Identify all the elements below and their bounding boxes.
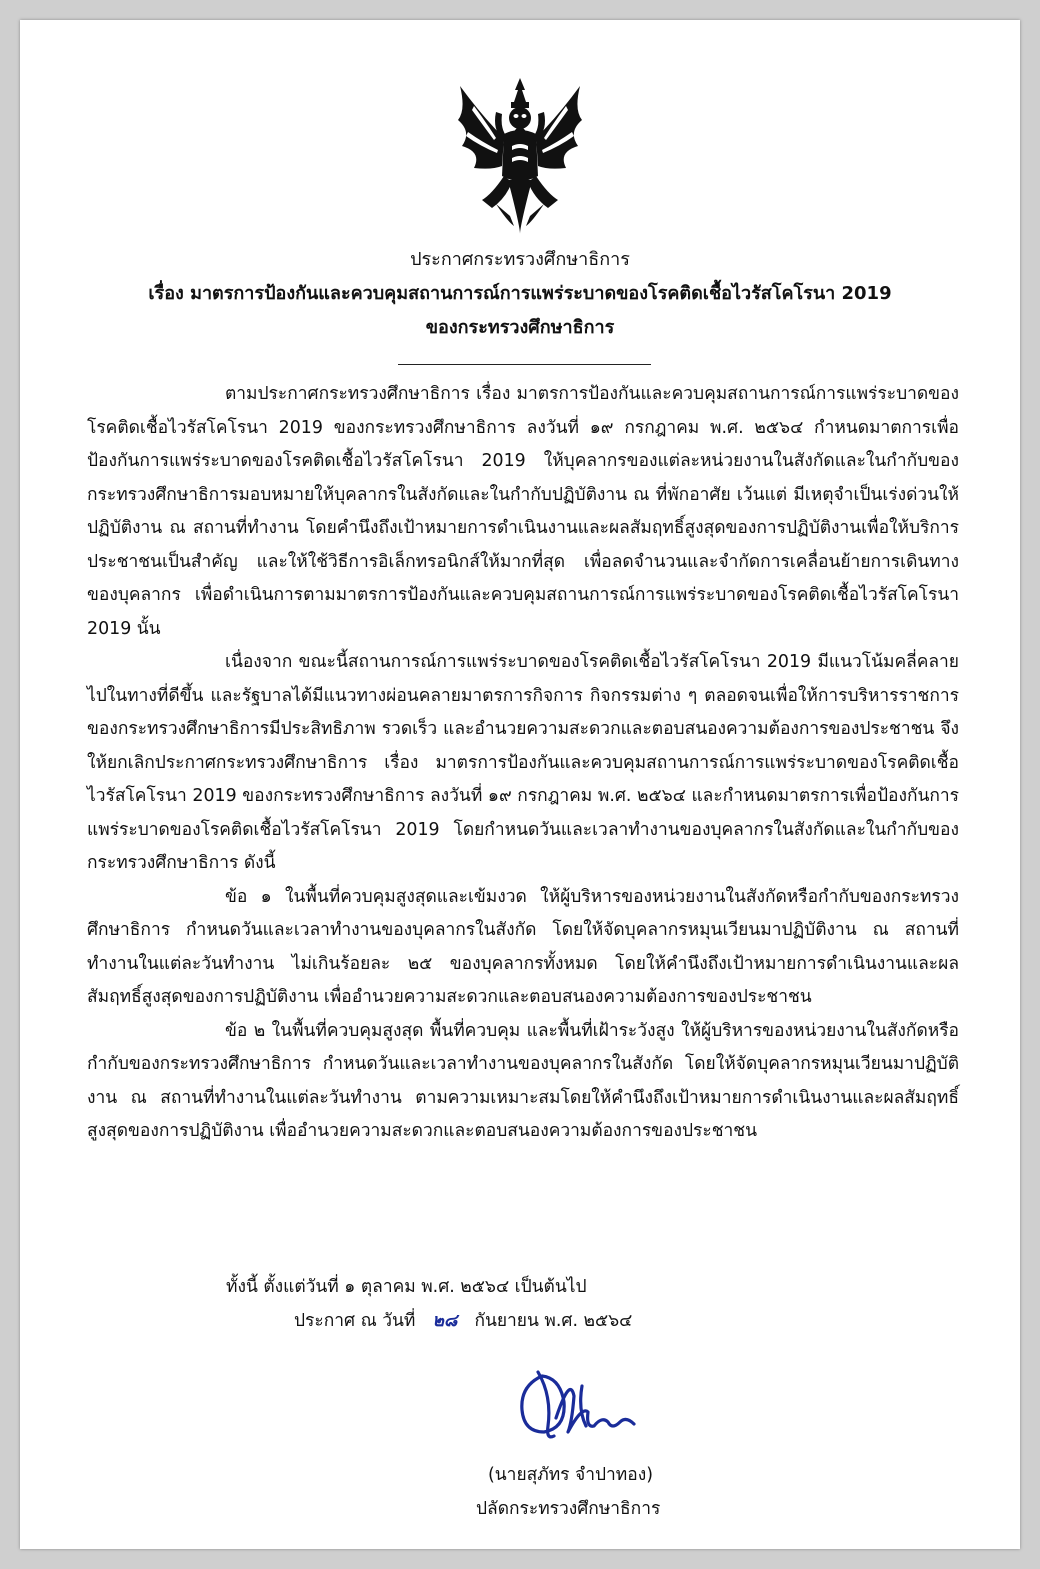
announce-prefix: ประกาศ ณ วันที่ bbox=[294, 1311, 416, 1331]
announce-suffix: กันยายน พ.ศ. ๒๕๖๔ bbox=[474, 1311, 633, 1331]
handwritten-signature bbox=[512, 1366, 642, 1448]
paragraph-2: เนื่องจาก ขณะนี้สถานการณ์การแพร่ระบาดของโรคติดเชื้อไวรัสโคโรนา 2019 มีแนวโน้มคลี่คลายไปในทางที่ดีขึ้น และรัฐบาลได้มีแนวทางผ่อนคลายมาตรการกิจการ กิจกรรมต่าง ๆ ตลอดจนเพื่อให้การบริหารราชการของกระทรวงศึกษาธิการมีประสิทธิภาพ รวดเร็ว และอำนวยความสะดวกและตอบสนองความต้องการของประชาชน จึงให้ยกเลิกประกาศกระทรวงศึกษาธิการ เรื่อง มาตรการป้องกันและควบคุมสถานการณ์การแพร่ระบาดของโรคติดเชื้อไวรัสโคโรนา 2019 ของกระทรวงศึกษาธิการ ลงวันที่ ๑๙ กรกฎาคม พ.ศ. ๒๕๖๔ และกำหนดมาตรการเพื่อป้องกันการแพร่ระบาดของโรคติดเชื้อไวรัสโคโรนา 2019 โดยกำหนดวันและเวลาทำงานของบุคลากรในสังกัดและในกำกับของกระทรวงศึกษาธิการ ดังนี้ bbox=[87, 652, 959, 873]
announce-day-handwritten: ๒๘ bbox=[432, 1311, 458, 1331]
announcement-date bbox=[294, 1304, 632, 1338]
paragraph-1: ตามประกาศกระทรวงศึกษาธิการ เรื่อง มาตรการป้องกันและควบคุมสถานการณ์การแพร่ระบาดของโรคติดเชื้อไวรัสโคโรนา 2019 ของกระทรวงศึกษาธิการ ลงวันที่ ๑๙ กรกฎาคม พ.ศ. ๒๕๖๔ กำหนดมาตการเพื่อป้องกันการแพร่ระบาดของโรคติดเชื้อไวรัสโคโรนา 2019 ให้บุคลากรของแต่ละหน่วยงานในสังกัดและในกำกับของกระทรวงศึกษาธิการมอบหมายให้บุคลากรในสังกัดและในกำกับปฏิบัติงาน ณ ที่พักอาศัย เว้นแต่ มีเหตุจำเป็นเร่งด่วนให้ปฏิบัติงาน ณ สถานที่ทำงาน โดยคำนึงถึงเป้าหมายการดำเนินงานและผลสัมฤทธิ์สูงสุดของการปฏิบัติงานเพื่อให้บริการประชาชนเป็นสำคัญ และให้ใช้วิธีการอิเล็กทรอนิกส์ให้มากที่สุด เพื่อลดจำนวนและจำกัดการเคลื่อนย้ายการเดินทางของบุคลากร เพื่อดำเนินการตามมาตรการป้องกันและควบคุมสถานการณ์การแพร่ระบาดของโรคติดเชื้อไวรัสโคโรนา 2019 นั้น bbox=[87, 384, 959, 639]
signer-name: (นายสุภัทร จำปาทอง) bbox=[488, 1465, 653, 1485]
garuda-emblem-icon bbox=[452, 76, 588, 236]
paragraph-clause-2: ข้อ ๒ ในพื้นที่ควบคุมสูงสุด พื้นที่ควบคุม และพื้นที่เฝ้าระวังสูง ให้ผู้บริหารของหน่วยงานในสังกัดหรือกำกับของกระทรวงศึกษาธิการ กำหนดวันและเวลาทำงานของบุคลากรในสังกัด โดยให้จัดบุคลากรหมุนเวียนมาปฏิบัติงาน ณ สถานที่ทำงานในแต่ละวันทำงาน ตามความเหมาะสมโดยให้คำนึงถึงเป้าหมายการดำเนินงานและผลสัมฤทธิ์สูงสุดของการปฏิบัติงาน เพื่ออำนวยความสะดวกและตอบสนองความต้องการของประชาชน bbox=[87, 1020, 959, 1141]
announcement-body bbox=[87, 378, 959, 1149]
document-page bbox=[20, 20, 1020, 1549]
announcement-title: ประกาศกระทรวงศึกษาธิการ bbox=[410, 249, 630, 270]
effective-date: ทั้งนี้ ตั้งแต่วันที่ ๑ ตุลาคม พ.ศ. ๒๕๖๔ เป็นต้นไป bbox=[226, 1277, 587, 1297]
signer-title: ปลัดกระทรวงศึกษาธิการ bbox=[476, 1499, 661, 1519]
announcement-issuer: ของกระทรวงศึกษาธิการ bbox=[425, 317, 615, 338]
title-divider bbox=[398, 364, 651, 365]
announcement-subject: เรื่อง มาตรการป้องกันและควบคุมสถานการณ์การแพร่ระบาดของโรคติดเชื้อไวรัสโคโรนา 2019 bbox=[148, 283, 892, 304]
paragraph-clause-1: ข้อ ๑ ในพื้นที่ควบคุมสูงสุดและเข้มงวด ให้ผู้บริหารของหน่วยงานในสังกัดหรือกำกับของกระทรวงศึกษาธิการ กำหนดวันและเวลาทำงานของบุคลากรในสังกัด โดยให้จัดบุคลากรหมุนเวียนมาปฏิบัติงาน ณ สถานที่ทำงานในแต่ละวันทำงาน ไม่เกินร้อยละ ๒๕ ของบุคลากรทั้งหมด โดยให้คำนึงถึงเป้าหมายการดำเนินงานและผลสัมฤทธิ์สูงสุดของการปฏิบัติงาน เพื่ออำนวยความสะดวกและตอบสนองความต้องการของประชาชน bbox=[87, 886, 959, 1007]
